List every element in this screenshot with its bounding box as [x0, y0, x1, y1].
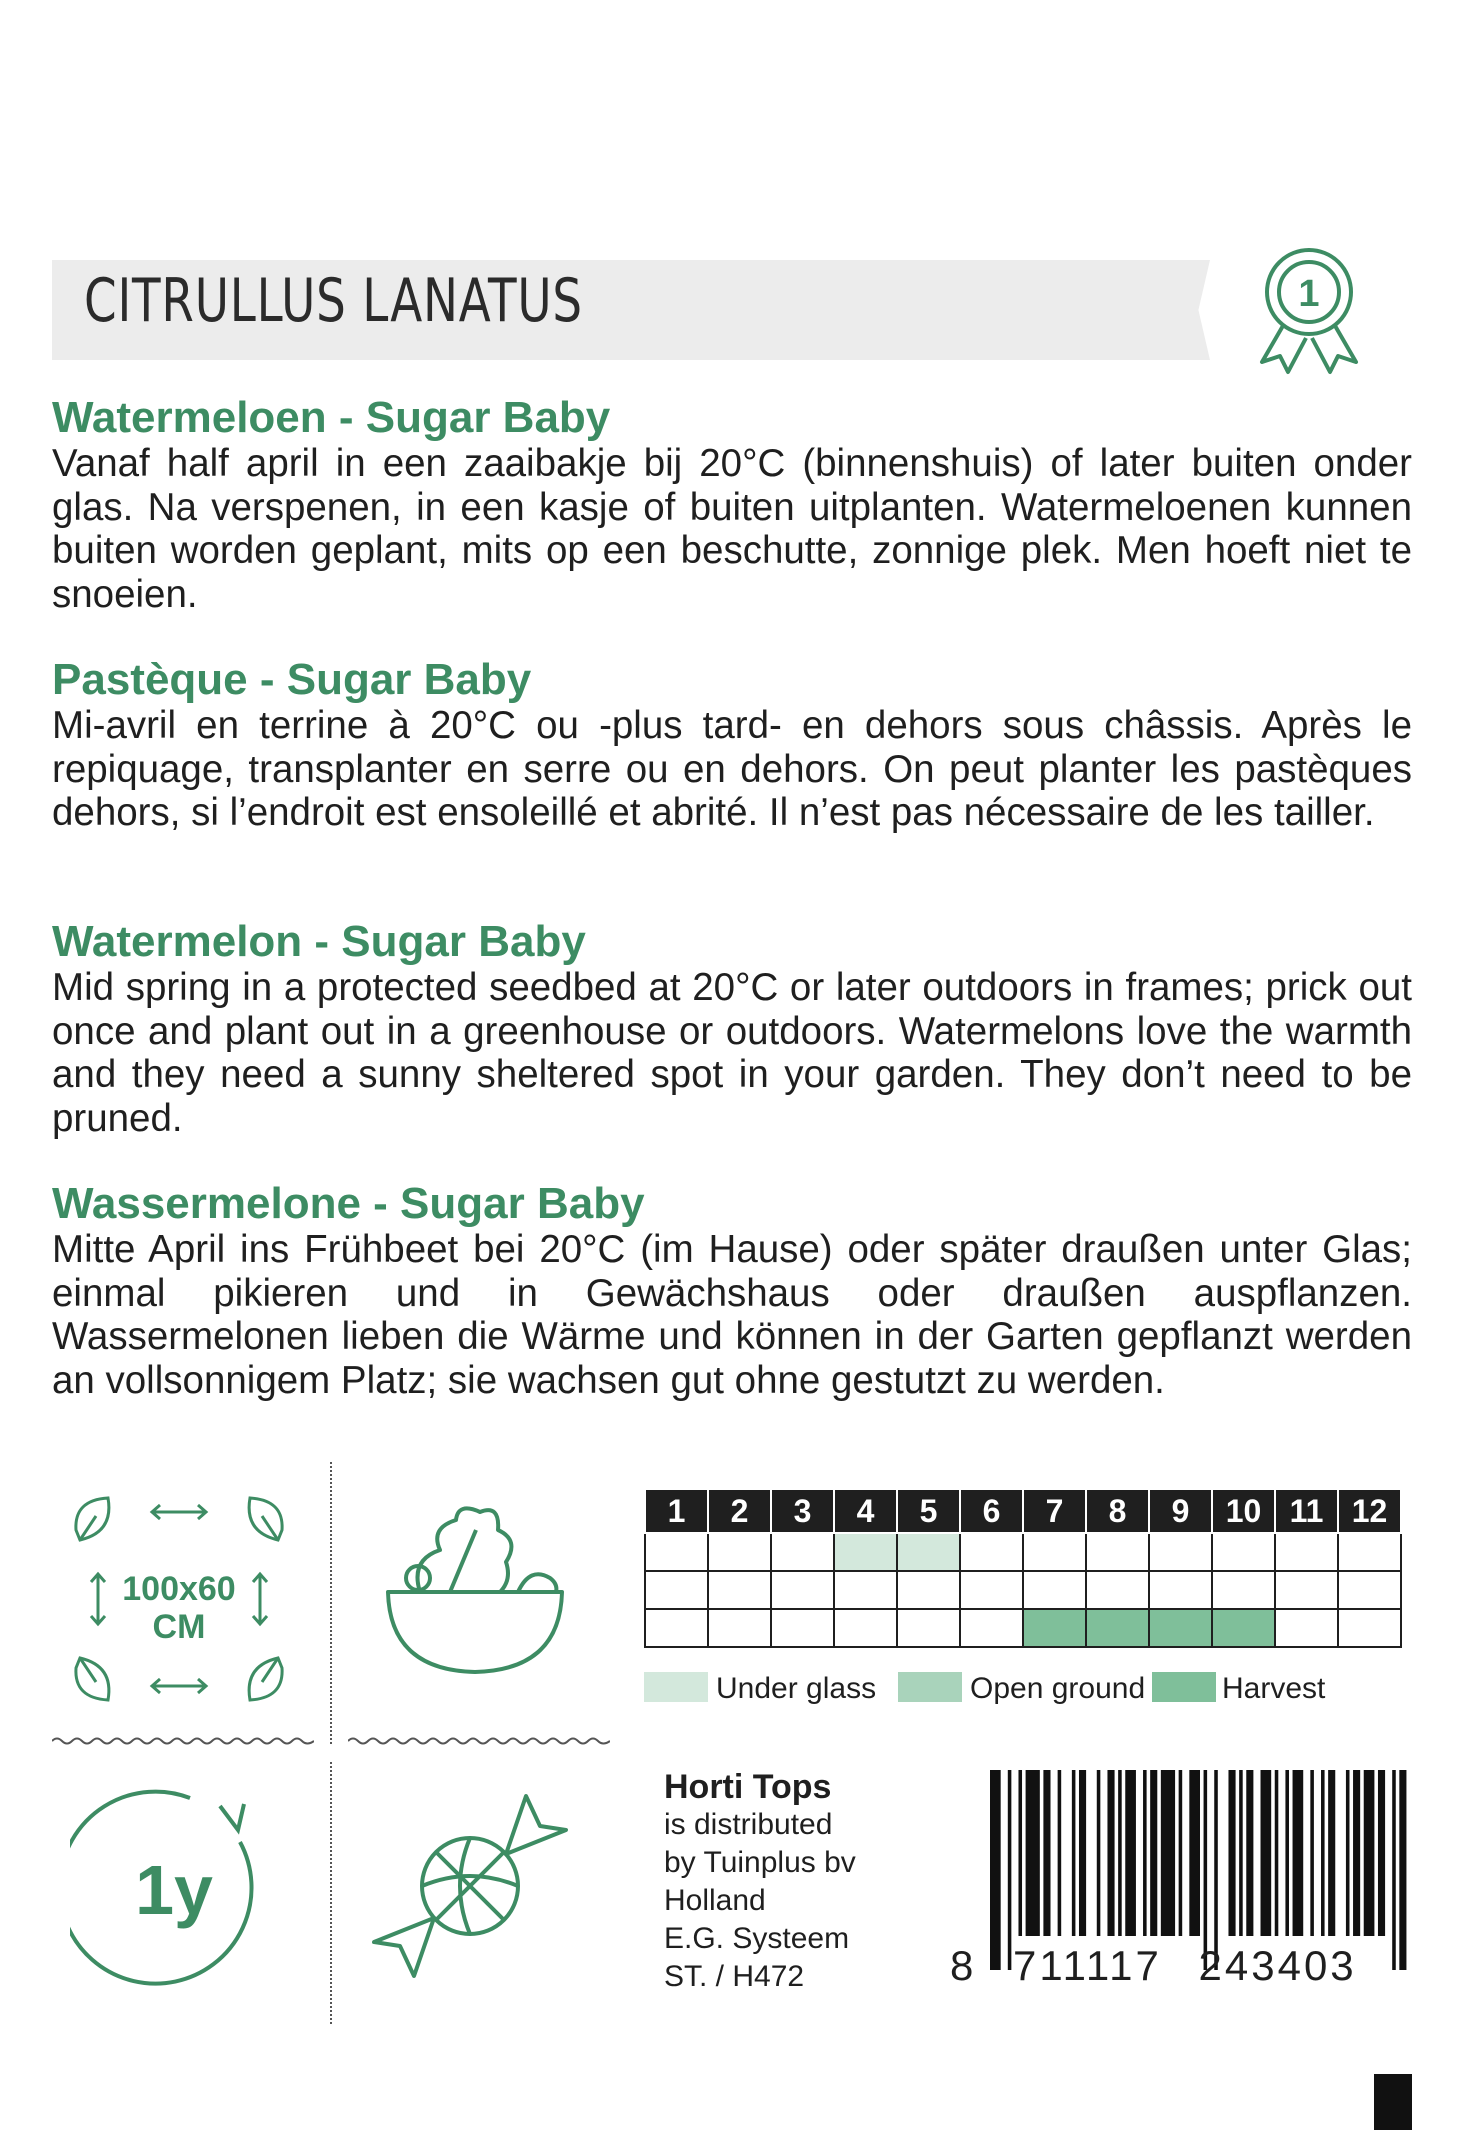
barcode-bar	[1189, 1770, 1200, 1936]
barcode-bar	[1353, 1770, 1360, 1936]
section-title: Pastèque - Sugar Baby	[52, 655, 532, 704]
section-french	[52, 656, 1412, 835]
calendar-cell	[1086, 1609, 1149, 1647]
barcode-bar	[1399, 1770, 1406, 1970]
latin-name: CITRULLUS LANATUS	[84, 266, 583, 336]
barcode-bar	[1150, 1770, 1157, 1936]
calendar-cell	[897, 1571, 960, 1609]
barcode-first-digit: 8	[950, 1942, 977, 1989]
legend-label: Open ground	[970, 1672, 1146, 1705]
month-header: 8	[1086, 1489, 1149, 1533]
calendar-cell	[771, 1609, 834, 1647]
barcode-bar	[1125, 1770, 1136, 1936]
calendar-cell	[1149, 1571, 1212, 1609]
calendar-cell	[897, 1533, 960, 1571]
barcode-left-group: 711117	[1013, 1942, 1162, 1989]
barcode-bar	[1285, 1770, 1289, 1936]
calendar-cell	[1275, 1533, 1338, 1571]
legend-swatch-harvest	[1152, 1672, 1216, 1702]
distributor-line: ST. / H472	[664, 1960, 805, 1993]
barcode-bar	[1328, 1770, 1335, 1936]
month-header: 2	[708, 1489, 771, 1533]
section-title: Watermeloen - Sugar Baby	[52, 393, 611, 442]
calendar-cell	[645, 1609, 708, 1647]
salad-bowl-icon	[380, 1500, 570, 1690]
candy-icon	[370, 1786, 570, 1986]
calendar-cell	[708, 1571, 771, 1609]
barcode-bar	[1107, 1770, 1114, 1936]
barcode-bar	[1179, 1770, 1183, 1936]
section-body: Mi-avril en terrine à 20°C ou -plus tard- en dehors sous châssis. Après le repiquage, transplanter en serre ou en dehors. On peut planter les pastèques dehors, si l’endroit est ensoleillé et abrité. Il n’est pas nécessaire de les tailler.	[52, 704, 1412, 834]
barcode-bar	[1072, 1770, 1076, 1936]
calendar-cell	[645, 1533, 708, 1571]
section-title: Wassermelone - Sugar Baby	[52, 1179, 645, 1228]
award-badge-icon	[1244, 246, 1374, 376]
month-header: 9	[1149, 1489, 1212, 1533]
barcode-bar	[1364, 1770, 1375, 1936]
section-body: Mid spring in a protected seedbed at 20°C or later outdoors in frames; prick out once and plant out in a greenhouse or outdoors. Watermelons love the warmth and they need a sunny sheltered spot in your garden. They don’t need to be pruned.	[52, 966, 1412, 1140]
spacing-panel	[64, 1490, 294, 1710]
barcode	[990, 1770, 1410, 1970]
section-english	[52, 918, 1412, 1140]
calendar-cell	[771, 1533, 834, 1571]
badge-number: 1	[1298, 273, 1320, 315]
calendar-cell	[1338, 1609, 1401, 1647]
calendar-row	[645, 1609, 1401, 1647]
barcode-bar	[1026, 1770, 1040, 1936]
barcode-bar	[1228, 1770, 1235, 1936]
calendar-cell	[708, 1609, 771, 1647]
distributor-line: Holland	[664, 1884, 766, 1917]
month-header: 12	[1338, 1489, 1401, 1533]
legend-swatch-under-glass	[644, 1672, 708, 1702]
section-body: Mitte April ins Frühbeet bei 20°C (im Hause) oder später draußen unter Glas; einmal pikieren und in Gewächshaus oder draußen auspflanzen. Wassermelonen lieben die Wärme und können in der Garten gepflanzt werden an vollsonnigem Platz; sie wachsen gut ohne gestutzt zu werden.	[52, 1228, 1412, 1402]
calendar-cell	[834, 1571, 897, 1609]
calendar-row	[645, 1571, 1401, 1609]
calendar-cell	[1086, 1533, 1149, 1571]
calendar-cell	[834, 1609, 897, 1647]
barcode-bar	[1261, 1770, 1272, 1936]
month-header: 3	[771, 1489, 834, 1533]
month-header: 1	[645, 1489, 708, 1533]
calendar-cell	[960, 1571, 1023, 1609]
barcode-number	[950, 1942, 1357, 1990]
legend-label: Under glass	[716, 1672, 877, 1705]
legend-label: Harvest	[1222, 1672, 1326, 1705]
brand-name: Horti Tops	[664, 1768, 832, 1806]
barcode-right-group: 243403	[1198, 1942, 1357, 1989]
calendar-cell	[960, 1533, 1023, 1571]
barcode-bar	[1018, 1770, 1022, 1936]
calendar-cell	[1212, 1571, 1275, 1609]
calendar-cell	[708, 1533, 771, 1571]
calendar-cell	[1023, 1609, 1086, 1647]
barcode-bar	[1214, 1770, 1218, 1970]
calendar-cell	[1023, 1533, 1086, 1571]
barcode-bar	[1097, 1770, 1101, 1936]
calendar-cell	[834, 1533, 897, 1571]
barcode-bar	[990, 1770, 1001, 1970]
calendar-cell	[1338, 1533, 1401, 1571]
month-header: 10	[1212, 1489, 1275, 1533]
calendar-cell	[1086, 1571, 1149, 1609]
barcode-bar	[1143, 1770, 1147, 1936]
month-header: 11	[1275, 1489, 1338, 1533]
barcode-bar	[1246, 1770, 1253, 1936]
calendar-cell	[771, 1571, 834, 1609]
section-body: Vanaf half april in een zaaibakje bij 20°C (binnenshuis) of later buiten onder glas. Na verspenen, in een kasje of buiten uitplanten. Watermeloenen kunnen buiten worden geplant, mits op een beschutte, zonnige plek. Men hoeft niet te snoeien.	[52, 442, 1412, 616]
sowing-calendar	[644, 1488, 1402, 1648]
corner-mark	[1374, 2074, 1412, 2130]
barcode-bar	[1058, 1770, 1062, 1936]
barcode-bar	[1293, 1770, 1304, 1936]
section-title: Watermelon - Sugar Baby	[52, 917, 586, 966]
barcode-bar	[1043, 1770, 1050, 1936]
calendar-cell	[960, 1609, 1023, 1647]
lifecycle-panel	[70, 1786, 278, 1994]
section-dutch	[52, 394, 1412, 616]
section-german	[52, 1180, 1412, 1402]
barcode-bar	[1310, 1770, 1314, 1936]
month-header: 4	[834, 1489, 897, 1533]
legend-swatch-open-ground	[898, 1672, 962, 1702]
barcode-bar	[1275, 1770, 1279, 1936]
distributor-line: E.G. Systeem	[664, 1922, 850, 1955]
lifecycle-label: 1y	[135, 1851, 213, 1929]
calendar-cell	[1338, 1571, 1401, 1609]
barcode-bar	[1008, 1770, 1012, 1970]
calendar-cell	[1212, 1609, 1275, 1647]
calendar-cell	[1212, 1533, 1275, 1571]
calendar-cell	[1149, 1533, 1212, 1571]
barcode-bar	[1378, 1770, 1385, 1936]
calendar-cell	[1275, 1609, 1338, 1647]
icon-grid-divider	[330, 1762, 332, 2024]
distributor-line: is distributed	[664, 1808, 833, 1841]
distributor-info	[664, 1768, 856, 1996]
calendar-cell	[1023, 1571, 1086, 1609]
distributor-line: by Tuinplus bv	[664, 1846, 856, 1879]
calendar-cell	[897, 1609, 960, 1647]
calendar-cell	[645, 1571, 708, 1609]
barcode-bar	[1392, 1770, 1396, 1970]
barcode-bar	[1346, 1770, 1350, 1936]
wave-divider	[348, 1736, 610, 1746]
calendar-cell	[1275, 1571, 1338, 1609]
spacing-value: 100x60	[122, 1570, 236, 1608]
calendar-month-row	[645, 1489, 1401, 1533]
barcode-bar	[1118, 1770, 1122, 1936]
calendar-row	[645, 1533, 1401, 1571]
wave-divider	[52, 1736, 314, 1746]
barcode-bar	[1204, 1770, 1208, 1970]
month-header: 7	[1023, 1489, 1086, 1533]
barcode-bar	[1321, 1770, 1325, 1936]
month-header: 6	[960, 1489, 1023, 1533]
month-header: 5	[897, 1489, 960, 1533]
spacing-unit: CM	[152, 1608, 206, 1646]
barcode-bar	[1079, 1770, 1086, 1936]
icon-grid-divider	[330, 1462, 332, 1744]
barcode-bar	[1161, 1770, 1175, 1936]
barcode-bar	[1239, 1770, 1243, 1936]
calendar-cell	[1149, 1609, 1212, 1647]
